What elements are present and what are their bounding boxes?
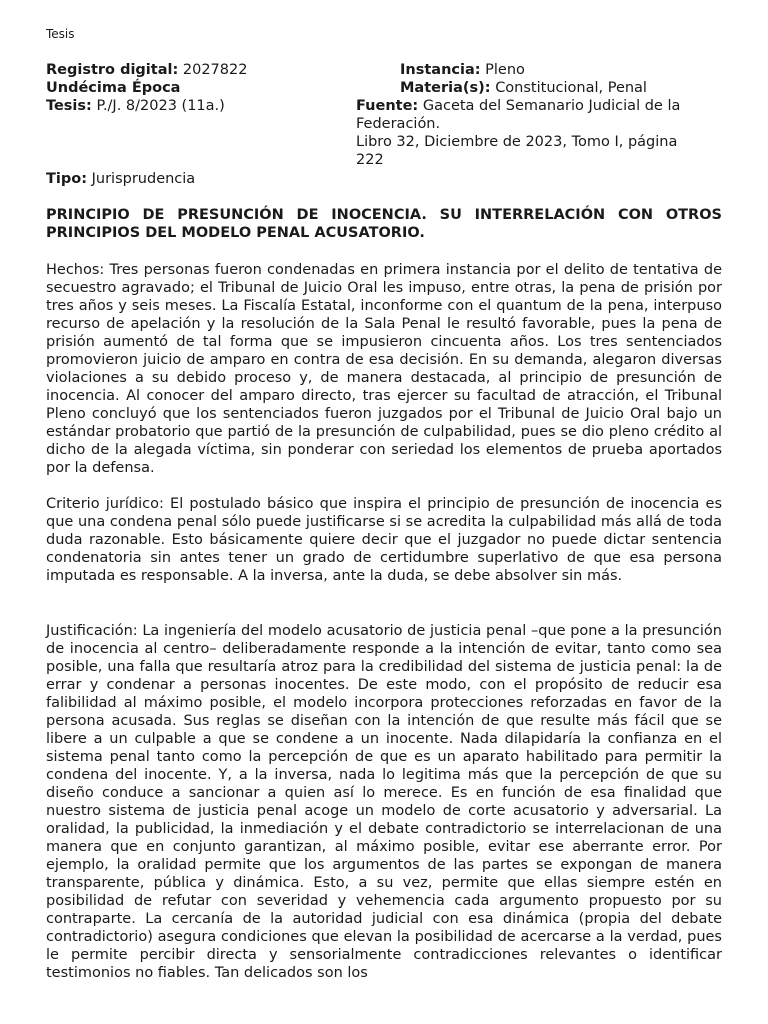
instancia [400,61,525,79]
paragraph-criterio-juridico: Criterio jurídico: El postulado básico que inspira el principio de presunción de inocencia es que una condena penal sólo puede justificarse si se acredita la culpabilidad más allá de toda duda razonable. Esto básicamente quiere decir que el juzgador no puede dictar sentencia condenatoria sin antes tener un grado de certidumbre superlativo de que esa persona imputada es responsable. A la inversa, ante la duda, se debe absolver sin más. [46,496,722,584]
fuente-detail: Libro 32, Diciembre de 2023, Tomo I, página 222 [356,134,678,168]
registro-value: 2027822 [182,62,248,78]
materia-label: Materia(s): [400,80,491,96]
materias [400,79,647,97]
registro-digital [46,61,247,79]
tesis-value: P./J. 8/2023 (11a.) [96,98,225,114]
fuente [356,97,706,169]
instancia-label: Instancia: [400,62,481,78]
paragraph-justificacion: Justificación: La ingeniería del modelo acusatorio de justicia penal –que pone a la presunción de inocencia al centro– deliberadamente responde a la intención de evitar, tanto como sea posible, una falla que resultaría atroz para la credibilidad del sistema de justicia penal: la de errar y condenar a personas inocentes. De este modo, con el propósito de reducir esa falibilidad al máximo posible, el modelo incorpora protecciones reforzadas en favor de la persona acusada. Sus reglas se diseñan con la intención de que resulte más fácil que se libere a un culpable a que se condene a un inocente. Nada dilapidaría la confianza en el sistema penal tanto como la percepción de que es un aparato habilitado para permitir la condena del inocente. Y, a la inversa, nada lo legitima más que la percepción de que su diseño conduce a sancionar a quien así lo merece. Es en función de esa finalidad que nuestro sistema de justicia penal acoge un modelo de corte acusatorio y adversarial. La oralidad, la publicidad, la inmediación y el debate contradictorio se interrelacionan de una manera que en conjunto garantizan, al máximo posible, evitar ese aberrante error. Por ejemplo, la oralidad permite que los argumentos de las partes se expongan de manera transparente, pública y dinámica. Esto, a su vez, permite que ellas siempre estén en posibilidad de refutar con severidad y vehemencia cada argumento propuesto por su contraparte. La cercanía de la autoridad judicial con esa dinámica (propia del debate contradictorio) asegura condiciones que elevan la posibilidad de acercarse a la verdad, pues le permite percibir directa y sensorialmente contradicciones relevantes o identificar testimonios no fiables. Tan delicados son los [46,623,722,981]
instancia-value: Pleno [485,62,525,78]
tipo-label: Tipo: [46,171,88,187]
tipo-value: Jurisprudencia [91,171,196,187]
materia-value: Constitucional, Penal [495,80,647,96]
fuente-label: Fuente: [356,98,419,114]
paragraph-hechos: Hechos: Tres personas fueron condenadas en primera instancia por el delito de tentativa de secuestro agravado; el Tribunal de Juicio Oral les impuso, entre otras, la pena de prisión por tres años y seis meses. La Fiscalía Estatal, inconforme con el quantum de la pena, interpuso recurso de apelación y la resolución de la Sala Penal le resultó favorable, pues la pena de prisión aumentó de tal forma que se impusieron cincuenta años. Los tres sentenciados promovieron juicio de amparo en contra de esa decisión. En su demanda, alegaron diversas violaciones a su debido proceso y, de manera destacada, al principio de presunción de inocencia. Al conocer del amparo directo, tras ejercer su facultad de atracción, el Tribunal Pleno concluyó que los sentenciados fueron juzgados por el Tribunal de Juicio Oral bajo un estándar probatorio que partió de la presunción de culpabilidad, pues se dio pleno crédito al dicho de la alegada víctima, sin ponderar con seriedad los elementos de prueba aportados por la defensa. [46,262,722,476]
thesis-title: PRINCIPIO DE PRESUNCIÓN DE INOCENCIA. SU INTERRELACIÓN CON OTROS PRINCIPIOS DEL MODELO PENAL ACUSATORIO. [46,207,722,241]
registro-label: Registro digital: [46,62,179,78]
tesis-label: Tesis: [46,98,92,114]
epoca: Undécima Época [46,80,181,96]
tesis-number [46,97,225,115]
tipo [46,170,195,188]
fuente-value: Gaceta del Semanario Judicial de la Federación. [356,98,681,132]
document-type-label: Tesis [46,27,75,41]
